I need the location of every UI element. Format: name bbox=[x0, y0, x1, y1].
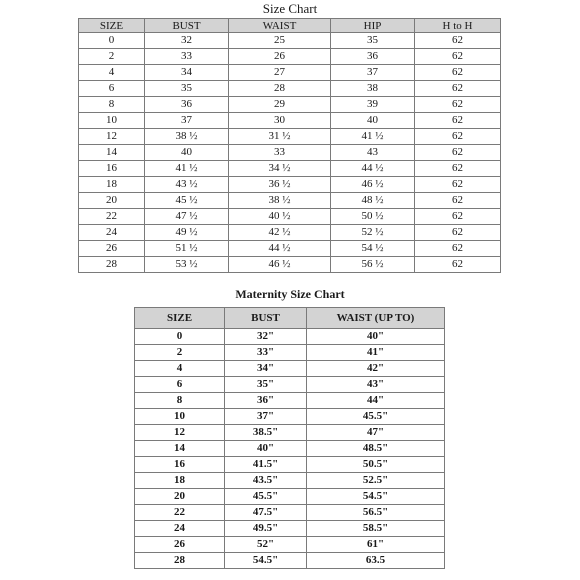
table-cell: 38 ½ bbox=[145, 129, 229, 145]
table-cell: 48 ½ bbox=[331, 193, 415, 209]
table-cell: 36 bbox=[145, 97, 229, 113]
table-cell: 47 ½ bbox=[145, 209, 229, 225]
table-cell: 0 bbox=[79, 33, 145, 49]
table-cell: 2 bbox=[79, 49, 145, 65]
table-cell: 62 bbox=[415, 129, 501, 145]
table-cell: 8 bbox=[79, 97, 145, 113]
table-cell: 52 ½ bbox=[331, 225, 415, 241]
table-cell: 33 bbox=[229, 145, 331, 161]
table-cell: 62 bbox=[415, 49, 501, 65]
table-cell: 40 bbox=[331, 113, 415, 129]
table-cell: 14 bbox=[79, 145, 145, 161]
table-cell: 34" bbox=[225, 361, 307, 377]
maternity-chart-body bbox=[135, 329, 445, 569]
table-cell: 48.5" bbox=[307, 441, 445, 457]
table-cell: 45.5" bbox=[225, 489, 307, 505]
table-cell: 31 ½ bbox=[229, 129, 331, 145]
table-cell: 28 bbox=[229, 81, 331, 97]
table-cell: 42 ½ bbox=[229, 225, 331, 241]
table-cell: 26 bbox=[229, 49, 331, 65]
table-cell: 43 ½ bbox=[145, 177, 229, 193]
table-cell: 36" bbox=[225, 393, 307, 409]
table-row bbox=[79, 129, 501, 145]
size-chart-header-cell: HIP bbox=[331, 19, 415, 33]
table-row bbox=[135, 361, 445, 377]
table-cell: 35 bbox=[145, 81, 229, 97]
table-cell: 36 ½ bbox=[229, 177, 331, 193]
table-cell: 54 ½ bbox=[331, 241, 415, 257]
table-cell: 47.5" bbox=[225, 505, 307, 521]
table-cell: 45 ½ bbox=[145, 193, 229, 209]
maternity-chart-header-cell: SIZE bbox=[135, 308, 225, 329]
table-cell: 40" bbox=[225, 441, 307, 457]
table-row bbox=[135, 473, 445, 489]
table-row bbox=[79, 161, 501, 177]
table-row bbox=[79, 209, 501, 225]
table-cell: 43.5" bbox=[225, 473, 307, 489]
table-row bbox=[79, 193, 501, 209]
table-row bbox=[79, 49, 501, 65]
table-cell: 0 bbox=[135, 329, 225, 345]
size-chart-title: Size Chart bbox=[262, 1, 318, 16]
table-cell: 14 bbox=[135, 441, 225, 457]
table-row bbox=[135, 457, 445, 473]
table-cell: 18 bbox=[79, 177, 145, 193]
table-row bbox=[135, 537, 445, 553]
table-row bbox=[79, 113, 501, 129]
table-row bbox=[135, 425, 445, 441]
table-cell: 38 bbox=[331, 81, 415, 97]
table-cell: 40 bbox=[145, 145, 229, 161]
table-cell: 62 bbox=[415, 193, 501, 209]
table-cell: 24 bbox=[79, 225, 145, 241]
table-cell: 2 bbox=[135, 345, 225, 361]
table-cell: 42" bbox=[307, 361, 445, 377]
table-cell: 38 ½ bbox=[229, 193, 331, 209]
table-cell: 51 ½ bbox=[145, 241, 229, 257]
table-cell: 62 bbox=[415, 161, 501, 177]
table-cell: 50.5" bbox=[307, 457, 445, 473]
size-chart-header-cell: WAIST bbox=[229, 19, 331, 33]
table-cell: 37" bbox=[225, 409, 307, 425]
table-cell: 62 bbox=[415, 113, 501, 129]
table-cell: 44" bbox=[307, 393, 445, 409]
maternity-chart-table bbox=[134, 307, 445, 569]
table-cell: 30 bbox=[229, 113, 331, 129]
maternity-chart-header-cell: BUST bbox=[225, 308, 307, 329]
table-cell: 12 bbox=[79, 129, 145, 145]
table-cell: 40 ½ bbox=[229, 209, 331, 225]
table-cell: 41 ½ bbox=[145, 161, 229, 177]
table-row bbox=[135, 521, 445, 537]
table-cell: 35" bbox=[225, 377, 307, 393]
table-row bbox=[135, 553, 445, 569]
table-cell: 37 bbox=[145, 113, 229, 129]
size-chart-header-row bbox=[79, 19, 501, 33]
table-cell: 62 bbox=[415, 97, 501, 113]
table-row bbox=[79, 145, 501, 161]
table-cell: 12 bbox=[135, 425, 225, 441]
table-row bbox=[79, 225, 501, 241]
table-cell: 46 ½ bbox=[331, 177, 415, 193]
table-cell: 62 bbox=[415, 225, 501, 241]
table-cell: 62 bbox=[415, 145, 501, 161]
table-cell: 27 bbox=[229, 65, 331, 81]
table-cell: 63.5 bbox=[307, 553, 445, 569]
maternity-chart-header-cell: WAIST (UP TO) bbox=[307, 308, 445, 329]
table-cell: 38.5" bbox=[225, 425, 307, 441]
table-cell: 41.5" bbox=[225, 457, 307, 473]
table-row bbox=[135, 345, 445, 361]
table-cell: 52" bbox=[225, 537, 307, 553]
table-cell: 58.5" bbox=[307, 521, 445, 537]
table-cell: 54.5" bbox=[307, 489, 445, 505]
table-row bbox=[135, 377, 445, 393]
table-row bbox=[135, 489, 445, 505]
table-row bbox=[135, 505, 445, 521]
table-cell: 46 ½ bbox=[229, 257, 331, 273]
table-cell: 53 ½ bbox=[145, 257, 229, 273]
table-cell: 62 bbox=[415, 209, 501, 225]
table-cell: 6 bbox=[135, 377, 225, 393]
table-row bbox=[79, 177, 501, 193]
table-row bbox=[135, 441, 445, 457]
table-cell: 62 bbox=[415, 257, 501, 273]
table-row bbox=[79, 65, 501, 81]
table-cell: 34 bbox=[145, 65, 229, 81]
table-cell: 44 ½ bbox=[229, 241, 331, 257]
table-cell: 10 bbox=[79, 113, 145, 129]
table-cell: 56 ½ bbox=[331, 257, 415, 273]
table-cell: 43" bbox=[307, 377, 445, 393]
table-cell: 52.5" bbox=[307, 473, 445, 489]
table-cell: 35 bbox=[331, 33, 415, 49]
table-cell: 24 bbox=[135, 521, 225, 537]
table-row bbox=[79, 97, 501, 113]
table-row bbox=[79, 33, 501, 49]
table-cell: 36 bbox=[331, 49, 415, 65]
table-cell: 33 bbox=[145, 49, 229, 65]
table-cell: 54.5" bbox=[225, 553, 307, 569]
table-row bbox=[135, 409, 445, 425]
size-chart-header-cell: H to H bbox=[415, 19, 501, 33]
table-cell: 40" bbox=[307, 329, 445, 345]
table-row bbox=[135, 393, 445, 409]
table-cell: 33" bbox=[225, 345, 307, 361]
table-cell: 10 bbox=[135, 409, 225, 425]
table-cell: 62 bbox=[415, 33, 501, 49]
table-cell: 25 bbox=[229, 33, 331, 49]
table-cell: 32 bbox=[145, 33, 229, 49]
table-cell: 62 bbox=[415, 177, 501, 193]
table-cell: 32" bbox=[225, 329, 307, 345]
table-cell: 39 bbox=[331, 97, 415, 113]
maternity-chart-title: Maternity Size Chart bbox=[235, 287, 345, 301]
maternity-chart-header-row bbox=[135, 308, 445, 329]
table-cell: 41 ½ bbox=[331, 129, 415, 145]
table-cell: 62 bbox=[415, 81, 501, 97]
table-cell: 8 bbox=[135, 393, 225, 409]
size-chart-body bbox=[79, 33, 501, 273]
table-cell: 49.5" bbox=[225, 521, 307, 537]
table-cell: 44 ½ bbox=[331, 161, 415, 177]
table-cell: 49 ½ bbox=[145, 225, 229, 241]
table-cell: 20 bbox=[135, 489, 225, 505]
table-cell: 50 ½ bbox=[331, 209, 415, 225]
table-cell: 26 bbox=[79, 241, 145, 257]
table-cell: 28 bbox=[79, 257, 145, 273]
table-cell: 20 bbox=[79, 193, 145, 209]
table-cell: 29 bbox=[229, 97, 331, 113]
size-chart-header-cell: BUST bbox=[145, 19, 229, 33]
table-row bbox=[135, 329, 445, 345]
table-row bbox=[79, 257, 501, 273]
table-cell: 41" bbox=[307, 345, 445, 361]
table-cell: 43 bbox=[331, 145, 415, 161]
table-cell: 34 ½ bbox=[229, 161, 331, 177]
table-cell: 16 bbox=[135, 457, 225, 473]
table-cell: 18 bbox=[135, 473, 225, 489]
table-cell: 47" bbox=[307, 425, 445, 441]
table-cell: 62 bbox=[415, 241, 501, 257]
size-chart-table bbox=[78, 18, 501, 273]
table-row bbox=[79, 241, 501, 257]
table-cell: 62 bbox=[415, 65, 501, 81]
table-cell: 16 bbox=[79, 161, 145, 177]
table-cell: 45.5" bbox=[307, 409, 445, 425]
size-chart-header-cell: SIZE bbox=[79, 19, 145, 33]
table-cell: 37 bbox=[331, 65, 415, 81]
table-cell: 22 bbox=[135, 505, 225, 521]
table-cell: 56.5" bbox=[307, 505, 445, 521]
table-cell: 4 bbox=[135, 361, 225, 377]
table-cell: 6 bbox=[79, 81, 145, 97]
table-cell: 22 bbox=[79, 209, 145, 225]
table-row bbox=[79, 81, 501, 97]
table-cell: 61" bbox=[307, 537, 445, 553]
table-cell: 26 bbox=[135, 537, 225, 553]
table-cell: 4 bbox=[79, 65, 145, 81]
table-cell: 28 bbox=[135, 553, 225, 569]
